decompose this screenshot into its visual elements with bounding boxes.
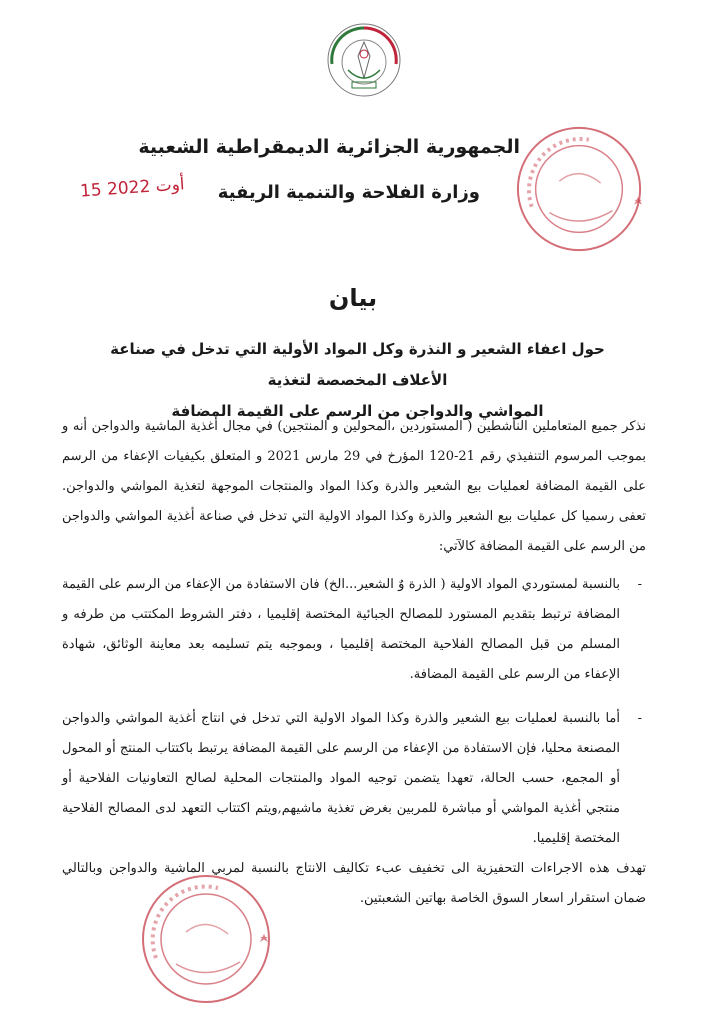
bullet-dash: -: [637, 711, 642, 726]
seal-stamp-icon: [510, 122, 648, 256]
bullet-dash: -: [637, 577, 642, 592]
intro-paragraph: نذكر جميع المتعاملين الناشطين ( المستوردين ،المحولين و المنتجين) في مجال أغذية الماشية والدواجن أنه و بموجب المرسوم التنفيذي رقم 21-120 المؤرخ في 29 مارس 2021 و المتعلق بكيفيات الإعفاء من الرسم على القيمة المضافة لعمليات بيع الشعير والذرة وكذا المواد والمنتجات الموجهة لتغذية المواشي والدواجن. تعفى رسميا كل عمليات بيع الشعير والذرة وكذا المواد الاولية التي تدخل في صناعة أغذية المواشي والدواجن من الرسم على القيمة المضافة كالآتي:: [62, 419, 646, 554]
subject-line: حول اعفاء الشعير و النذرة وكل المواد الأولية التي تدخل في صناعة الأعلاف المخصصة لتغذية: [110, 340, 605, 389]
list-item: [62, 704, 646, 854]
list-item: [62, 570, 646, 690]
republic-name: الجمهورية الجزائرية الديمقراطية الشعبية: [138, 136, 520, 158]
closing-paragraph: تهدف هذه الاجراءات التحفيزية الى تخفيف عبء تكاليف الانتاج بالنسبة لمربي الماشية والدواجن وبالتالي ضمان استقرار اسعار السوق الخاصة بهاتين الشعبتين.: [62, 861, 646, 906]
coat-of-arms-icon: [318, 20, 410, 100]
bullet-list: [62, 570, 646, 854]
subject-line: المواشي والدواجن من الرسم على القيمة المضافة: [171, 402, 544, 420]
document-date: 15 أوت 2022: [79, 174, 186, 202]
document-title: بيان: [328, 284, 378, 312]
bullet-text: بالنسبة لمستوردي المواد الاولية ( الذرة وٌ الشعير...الخ) فان الاستفادة من الإعفاء من الرسم على القيمة المضافة ترتبط بتقديم المستورد للمصالح الجبائية المختصة إقليميا ، دفتر الشروط المكتتب من طرفه و المسلم من قبل المصالح الفلاحية المختصة إقليميا ، وبموجبه يتم تسليمه بعد معاينة الوثائق، شهادة الإعفاء من الرسم على القيمة المضافة.: [62, 577, 620, 682]
seal-stamp-icon: [136, 870, 276, 1008]
ministry-name: وزارة الفلاحة والتنمية الريفية: [217, 182, 480, 203]
bullet-text: أما بالنسبة لعمليات بيع الشعير والذرة وكذا المواد الاولية التي تدخل في انتاج أغذية المواشي والدواجن المصنعة محليا، فإن الاستفادة من الإعفاء من الرسم على القيمة المضافة يرتبط باكتتاب المنتج أو المحول أو المجمع، حسب الحالة، تعهدا يتضمن توجيه المواد والمنتجات المحلية لصالح التعاونيات الفلاحية أو منتجي أغذية المواشي أو مباشرة للمربين بغرض تغذية ماشيهم,ويتم اكتتاب التعهد لدى المصالح الفلاحية المختصة إقليميا.: [62, 711, 621, 846]
